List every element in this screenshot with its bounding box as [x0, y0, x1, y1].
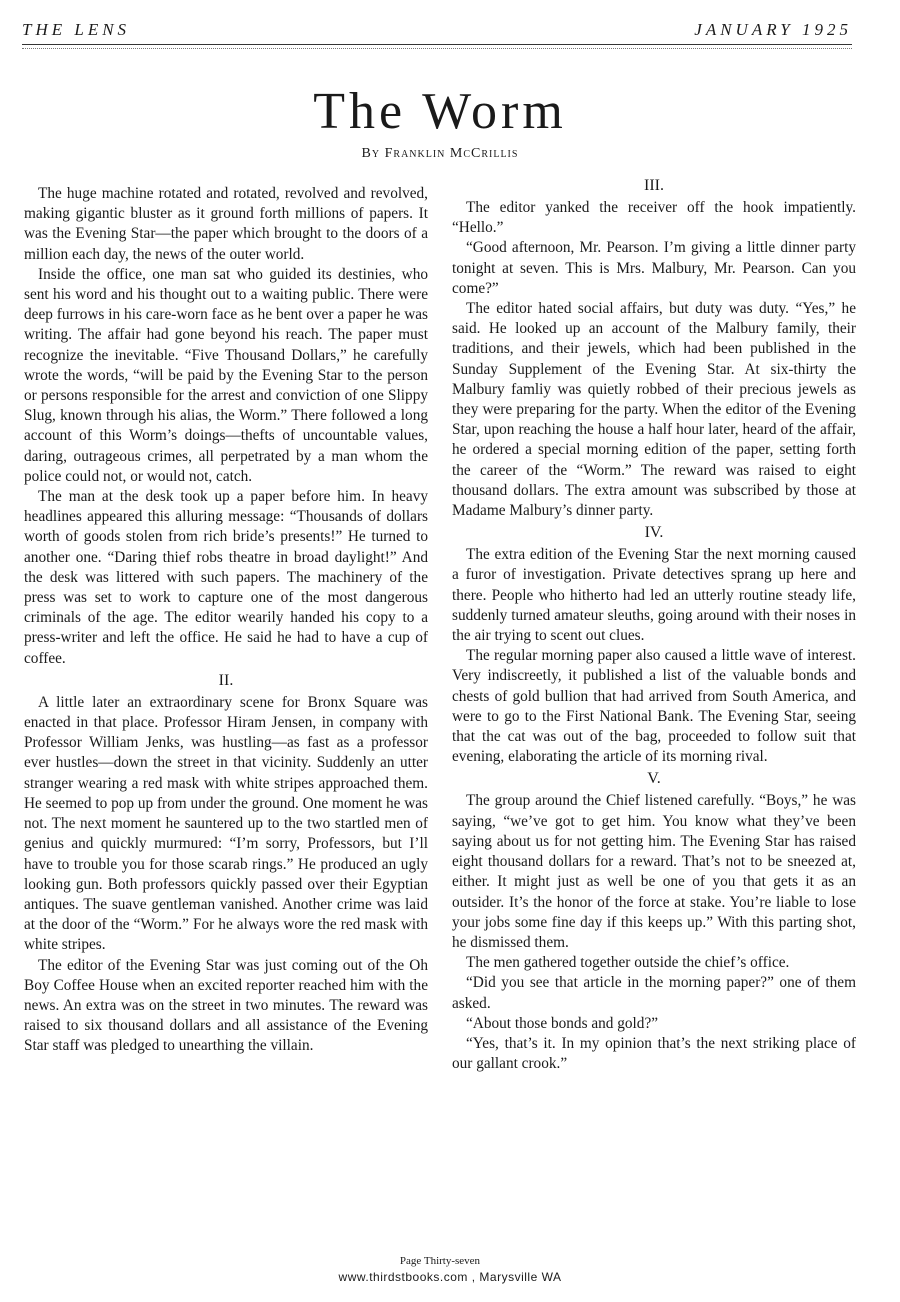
paragraph: The man at the desk took up a paper before him. In heavy headlines appeared this alluring message: “Thousands of dollars worth of goods stolen from rich bride’s presents!” He turned to another one. “Daring thief robs theatre in broad daylight!” And the desk was littered with such papers. The machinery of the press was set to work to capture one of the most dangerous criminals of the age. The editor wearily handed his copy to a press-writer and left the office. He said he had to have a cup of coffee. [24, 488, 428, 667]
issue-date: JANUARY 1925 [694, 20, 852, 39]
paragraph: “About those bonds and gold?” [466, 1014, 659, 1032]
left-column [24, 184, 428, 1057]
article-title: The Worm [313, 83, 567, 140]
scan-credit: www.thirdstbooks.com , Marysville WA [338, 1270, 562, 1284]
paragraph: “Did you see that article in the morning paper?” one of them asked. [452, 974, 856, 1012]
section-heading: III. [644, 177, 664, 194]
article-byline: By Franklin McCrillis [361, 146, 519, 161]
paragraph: The editor yanked the receiver off the hook impatiently. “Hello.” [452, 199, 856, 237]
section-heading: II. [218, 671, 234, 689]
paragraph: A little later an extraordinary scene for Bronx Square was enacted in that place. Professor Hiram Jensen, in company with Professor William Jenks, was hustling—as fast as a professor ever hustles—down the street in that vicinity. Suddenly an utter stranger wearing a red mask with white stripes approached them. He seemed to pop up from under the ground. One moment he was not. The next moment he sauntered up to the two startled men of genius and quickly murmured: “I’m sorry, Professors, but I’ll have to trouble you for those scarab rings.” He produced an ugly looking gun. Both professors quickly passed over their Egyptian antiques. The suave gentleman vanished. Another crime was laid at the door of the “Worm.” For he always wore the red mask with white stripes. [24, 693, 428, 954]
paragraph: The group around the Chief listened carefully. “Boys,” he was saying, “we’ve got to get him. You know what they’ve been saying about us for not getting him. The Evening Star has raised eight thousand dollars for a reward. That’s not to be sneezed at, either. It might just as well be one of you that gets it as an outsider. It’s the honor of the force at stake. You’re liable to lose your jobs some fine day if this keeps up.” With this parting shot, he dismissed them. [452, 792, 856, 951]
paragraph: The editor hated social affairs, but duty was duty. “Yes,” he said. He looked up an account of the Malbury family, their traditions, and their jewels, which had been published in the Sunday Supplement of the Evening Star. At six-thirty the Malbury famliy was quietly robbed of their precious jewels as they were preparing for the party. When the editor of the Evening Star, upon reaching the house a half hour later, heard of the affair, he ordered a special morning edition of the paper, setting forth the career of the “Worm.” The reward was raised to eight thousand dollars. The extra amount was subscribed by those at Madame Malbury’s dinner party. [452, 300, 856, 520]
right-column [452, 177, 856, 1074]
paragraph: The editor of the Evening Star was just coming out of the Oh Boy Coffee House when an excited reporter reached him with the news. An extra was on the street in two minutes. The reward was raised to six thousand dollars and all assistance of the Evening Star staff was pledged to unearthing the villain. [24, 956, 428, 1055]
paragraph: The regular morning paper also caused a little wave of interest. Very indiscreetly, it published a list of the valuable bonds and chests of gold bullion that had arrived from South America, and were to go to the First National Bank. The Evening Star, seeing that the cat was out of the bag, proceeded to follow suit that evening, elaborating the article of its morning rival. [452, 647, 856, 766]
page-number: Page Thirty-seven [399, 1255, 481, 1267]
paragraph: “Good afternoon, Mr. Pearson. I’m giving a little dinner party tonight at seven. This is Mrs. Malbury, Mr. Pearson. Can you come?” [452, 239, 856, 297]
paragraph: Inside the office, one man sat who guided its destinies, who sent his word and his thought out to a waiting public. There were deep furrows in his care-worn face as he bent over a paper he was writing. The affair had gone beyond his reach. The paper must recognize the inevitable. “Five Thousand Dollars,” he carefully wrote the words, “will be paid by the Evening Star to the person or persons responsible for the arrest and conviction of one Slippy Slug, known through his alias, the Worm.” There followed a long account of this Worm’s doings—thefts of uncountable values, daring, outrageous crimes, all perpetrated by a man whom the police could not, or would not, catch. [24, 265, 428, 485]
paragraph: The huge machine rotated and rotated, revolved and revolved, making gigantic bluster as it ground forth millions of papers. It was the Evening Star—the paper which brought to the doors of a million each day, the news of the outer world. [24, 185, 428, 263]
paragraph: The men gathered together outside the chief’s office. [466, 954, 790, 972]
section-heading: V. [647, 770, 661, 788]
section-heading: IV. [644, 524, 664, 542]
magazine-name: THE LENS [22, 20, 131, 39]
paragraph: “Yes, that’s it. In my opinion that’s the next striking place of our gallant crook.” [452, 1034, 856, 1073]
running-header [22, 20, 852, 44]
header-rule [22, 44, 852, 49]
paragraph: The extra edition of the Evening Star the next morning caused a furor of investigation. Private detectives sprang up here and there. People who hitherto had led an utterly routine steady life, suddenly turned amateur sleuths, going around with their noses in the air trying to scent out clues. [452, 546, 856, 645]
